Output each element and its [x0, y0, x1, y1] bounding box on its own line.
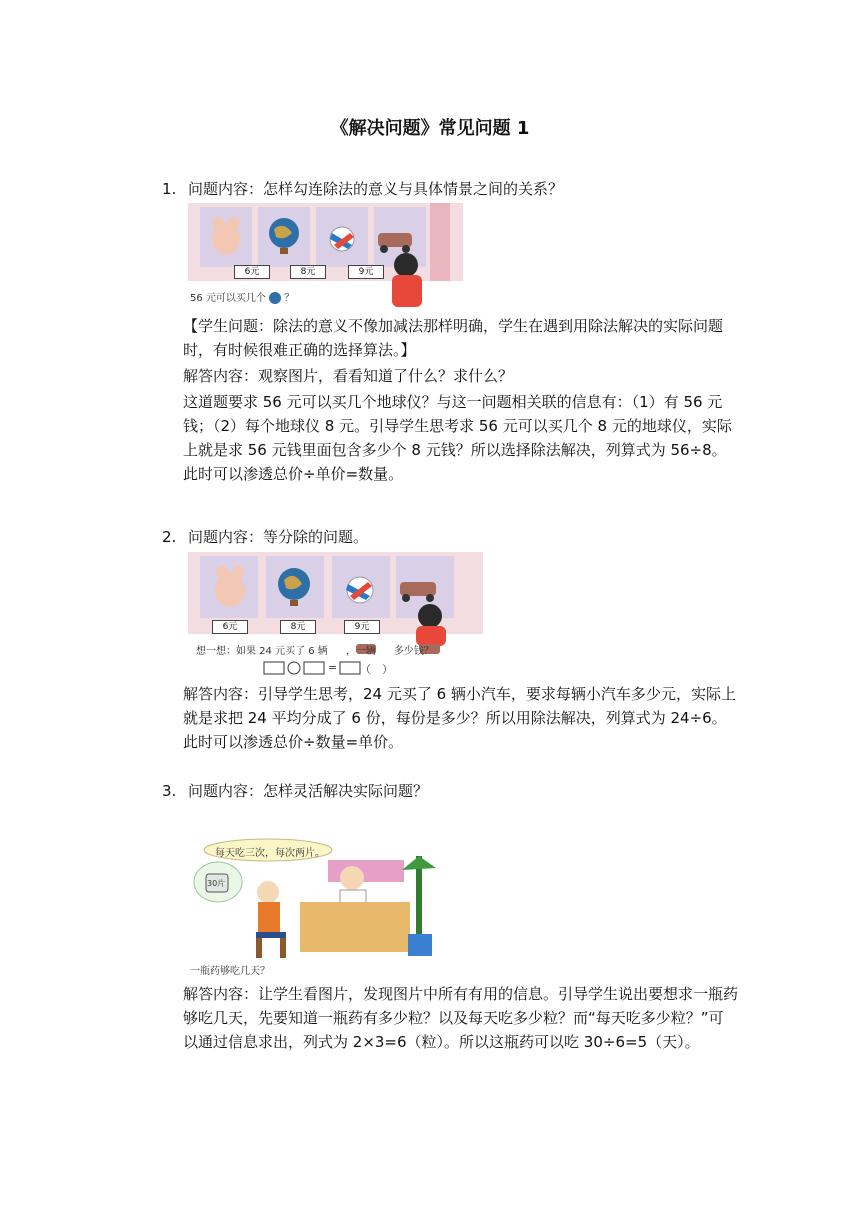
- q2-question: 问题内容：等分除的问题。: [188, 528, 369, 546]
- q1-question: 问题内容：怎样勾连除法的意义与具体情景之间的关系？: [188, 180, 564, 198]
- q1-answer-body: 这道题要求 56 元可以买几个地球仪？与这一问题相关联的信息有：（1）有 56 元钱；（2）每个地球仪 8 元。引导学生思考求 56 元可以买几个 8 元的地球仪，实际上就是求 56 元钱里面包含多少个 8 元钱？所以选择除法解决，列算式为 56÷8。此时可以渗透总价÷单价=数量。: [183, 393, 732, 483]
- q3-bottle-label: 30片: [207, 879, 226, 888]
- q1-answer-intro: 解答内容：观察图片，看看知道了什么？求什么？: [183, 367, 514, 385]
- q1-price-ball: 9元: [348, 265, 384, 279]
- q1-student-issue: 【学生问题：除法的意义不像加减法那样明确，学生在遇到用除法解决的实际问题时，有时候很难正确的选择算法。】: [183, 317, 724, 359]
- q2-answer: 解答内容：引导学生思考，24 元买了 6 辆小汽车，要求每辆小汽车多少元，实际上就是求把 24 平均分成了 6 份，每份是多少？所以用除法解决，列算式为 24÷6。此时可以渗透总价÷数量=单价。: [183, 685, 736, 751]
- q2-number: 2.: [162, 528, 177, 546]
- q2-picture-caption: 想一想：如果 24 元买了 6 辆 ，一辆 多少钱？: [196, 646, 434, 657]
- q2-shop-picture: [188, 552, 483, 676]
- q1-price-bear: 6元: [234, 265, 270, 279]
- q1-heading: [162, 178, 563, 199]
- page-title: 《解决问题》常见问题 1: [330, 118, 530, 139]
- globe-icon: [269, 292, 281, 304]
- q2-heading: [162, 526, 368, 547]
- q2-price-bear: 6元: [212, 620, 248, 634]
- q2-equation-equals: =: [328, 661, 338, 674]
- q1-picture-caption: 56 元可以买几个 ？: [190, 293, 295, 304]
- q3-doctor-picture: [188, 838, 448, 978]
- q2-price-ball: 9元: [344, 620, 380, 634]
- q1-number: 1.: [162, 180, 177, 198]
- q3-speech-bubble: 每天吃三次，每次两片。: [215, 848, 325, 859]
- q1-shop-picture: [188, 203, 463, 307]
- q3-answer: 解答内容：让学生看图片，发现图片中所有有用的信息。引导学生说出要想求一瓶药够吃几天，先要知道一瓶药有多少粒？以及每天吃多少粒？而“每天吃多少粒？”可以通过信息求出，列式为 2×3=6（粒）。所以这瓶药可以吃 30÷6=5（天）。: [183, 985, 739, 1051]
- q1-price-globe: 8元: [290, 265, 326, 279]
- q3-heading: [162, 780, 428, 801]
- q3-picture-caption: 一瓶药够吃几天？: [190, 966, 270, 977]
- q3-question: 问题内容：怎样灵活解决实际问题？: [188, 782, 429, 800]
- q3-number: 3.: [162, 782, 177, 800]
- q2-equation-paren: （ ）: [360, 663, 393, 676]
- q2-price-globe: 8元: [280, 620, 316, 634]
